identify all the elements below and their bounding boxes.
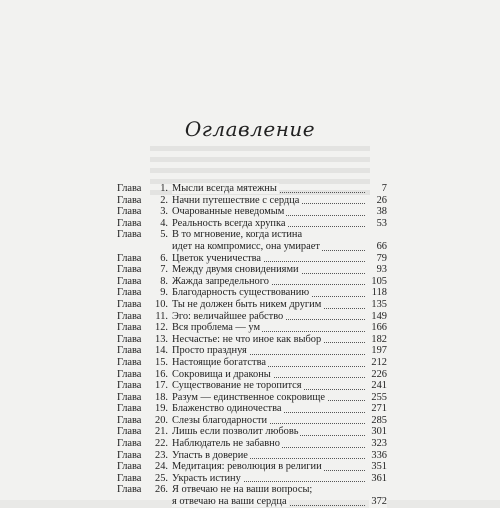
chapter-label: Глава bbox=[117, 449, 142, 461]
chapter-label: Глава bbox=[117, 403, 142, 415]
toc-entry bbox=[117, 264, 387, 276]
chapter-label: Глава bbox=[117, 345, 142, 357]
chapter-title: Очарованные неведомым bbox=[172, 206, 285, 218]
chapter-title-continued: идет на компромисс, она умирает bbox=[172, 240, 320, 252]
toc-entry bbox=[117, 392, 387, 404]
toc-entry bbox=[117, 357, 387, 369]
page-title: Оглавление bbox=[184, 117, 316, 141]
page-number: 372 bbox=[371, 496, 387, 508]
chapter-label: Глава bbox=[117, 322, 142, 334]
chapter-number: 24. bbox=[155, 461, 168, 473]
chapter-number: 1. bbox=[160, 183, 168, 194]
chapter-title: Существование не торопится bbox=[172, 380, 302, 392]
toc-entry bbox=[117, 484, 387, 507]
page-number: 135 bbox=[371, 298, 387, 310]
chapter-label: Глава bbox=[117, 252, 142, 264]
chapter-title: Наблюдатель не забавно bbox=[172, 438, 280, 450]
chapter-title: Благодарность существованию bbox=[172, 287, 310, 299]
chapter-number: 2. bbox=[160, 194, 168, 206]
toc-entry bbox=[117, 206, 387, 218]
page-number: 241 bbox=[371, 380, 387, 392]
toc-entry bbox=[117, 287, 387, 299]
table-of-contents bbox=[117, 183, 387, 508]
chapter-label: Глава bbox=[117, 472, 142, 484]
chapter-number: 14. bbox=[155, 345, 168, 357]
chapter-title: Блаженство одиночества bbox=[172, 403, 282, 415]
chapter-number: 20. bbox=[155, 414, 168, 426]
chapter-title: В то мгновение, когда истина bbox=[172, 229, 303, 241]
chapter-label: Глава bbox=[117, 333, 142, 345]
chapter-number: 21. bbox=[155, 426, 168, 438]
toc-entry bbox=[117, 403, 387, 415]
page-number: 7 bbox=[381, 183, 387, 194]
page-number: 149 bbox=[371, 310, 387, 322]
chapter-title: Жажда запредельного bbox=[172, 275, 269, 287]
chapter-title-continued: я отвечаю на ваши сердца bbox=[172, 496, 287, 508]
chapter-title: Мысли всегда мятежны bbox=[172, 183, 277, 194]
chapter-number: 7. bbox=[160, 264, 168, 276]
chapter-label: Глава bbox=[117, 368, 142, 380]
toc-entry bbox=[117, 253, 387, 265]
toc-entry bbox=[117, 322, 387, 334]
chapter-number: 4. bbox=[160, 217, 168, 229]
page-number: 255 bbox=[371, 391, 387, 403]
page-number: 182 bbox=[371, 333, 387, 345]
chapter-title: Украсть истину bbox=[172, 472, 241, 484]
chapter-number: 3. bbox=[160, 206, 168, 218]
chapter-number: 9. bbox=[160, 287, 168, 299]
chapter-label: Глава bbox=[117, 194, 142, 206]
chapter-number: 22. bbox=[155, 438, 168, 450]
chapter-label: Глава bbox=[117, 414, 142, 426]
chapter-label: Глава bbox=[117, 380, 142, 392]
toc-entry bbox=[117, 369, 387, 381]
chapter-label: Глава bbox=[117, 206, 142, 218]
chapter-title: Ты не должен быть никем другим bbox=[172, 298, 322, 310]
toc-entry bbox=[117, 380, 387, 392]
toc-entry bbox=[117, 334, 387, 346]
chapter-title: Настоящие богатства bbox=[172, 356, 266, 368]
chapter-title: Начни путешествие с сердца bbox=[172, 194, 300, 206]
page-number: 166 bbox=[371, 322, 387, 334]
page-number: 351 bbox=[371, 461, 387, 473]
chapter-number: 10. bbox=[155, 298, 168, 310]
chapter-label: Глава bbox=[117, 287, 142, 299]
chapter-number: 12. bbox=[155, 322, 168, 334]
chapter-label: Глава bbox=[117, 310, 142, 322]
page-number: 53 bbox=[376, 217, 387, 229]
page-number: 93 bbox=[376, 264, 387, 276]
page-number: 361 bbox=[371, 472, 387, 484]
chapter-title: Сокровища и драконы bbox=[172, 368, 271, 380]
chapter-label: Глава bbox=[117, 356, 142, 368]
chapter-label: Глава bbox=[117, 426, 142, 438]
page-number: 26 bbox=[376, 194, 387, 206]
chapter-label: Глава bbox=[117, 264, 142, 276]
chapter-label: Глава bbox=[117, 484, 142, 496]
chapter-number: 11. bbox=[155, 310, 168, 322]
page-number: 336 bbox=[371, 449, 387, 461]
chapter-title: Я отвечаю не на ваши вопросы; bbox=[172, 484, 313, 496]
page-number: 66 bbox=[376, 240, 387, 252]
chapter-title: Слезы благодарности bbox=[172, 414, 268, 426]
toc-entry bbox=[117, 450, 387, 462]
toc-entry bbox=[117, 473, 387, 485]
chapter-number: 17. bbox=[155, 380, 168, 392]
chapter-label: Глава bbox=[117, 183, 142, 194]
page-number: 105 bbox=[371, 275, 387, 287]
chapter-title: Лишь если позволит любовь bbox=[172, 426, 299, 438]
chapter-title: Просто празднуя bbox=[172, 345, 247, 357]
page-number: 301 bbox=[371, 426, 387, 438]
chapter-number: 26. bbox=[155, 484, 168, 496]
chapter-title: Разум — единственное сокровище bbox=[172, 391, 325, 403]
toc-entry bbox=[117, 426, 387, 438]
chapter-label: Глава bbox=[117, 391, 142, 403]
toc-entry bbox=[117, 415, 387, 427]
chapter-title: Реальность всегда хрупка bbox=[172, 217, 286, 229]
chapter-label: Глава bbox=[117, 229, 142, 241]
toc-entry bbox=[117, 195, 387, 207]
toc-entry bbox=[117, 229, 387, 252]
chapter-title: Цветок ученичества bbox=[172, 252, 261, 264]
chapter-number: 8. bbox=[160, 275, 168, 287]
toc-entry bbox=[117, 218, 387, 230]
chapter-number: 19. bbox=[155, 403, 168, 415]
chapter-number: 16. bbox=[155, 368, 168, 380]
page-number: 38 bbox=[376, 206, 387, 218]
chapter-label: Глава bbox=[117, 438, 142, 450]
chapter-number: 23. bbox=[155, 449, 168, 461]
toc-entry bbox=[117, 183, 387, 195]
page-number: 197 bbox=[371, 345, 387, 357]
toc-entry bbox=[117, 345, 387, 357]
toc-entry bbox=[117, 299, 387, 311]
chapter-title: Эго: величайшее рабство bbox=[172, 310, 284, 322]
chapter-label: Глава bbox=[117, 217, 142, 229]
chapter-number: 13. bbox=[155, 333, 168, 345]
toc-entry bbox=[117, 276, 387, 288]
chapter-title: Упасть в доверие bbox=[172, 449, 248, 461]
page-number: 79 bbox=[376, 252, 387, 264]
page-number: 323 bbox=[371, 438, 387, 450]
chapter-title: Несчастье: не что иное как выбор bbox=[172, 333, 322, 345]
chapter-number: 15. bbox=[155, 356, 168, 368]
chapter-title: Медитация: революция в религии bbox=[172, 461, 322, 473]
chapter-number: 5. bbox=[160, 229, 168, 241]
toc-entry bbox=[117, 311, 387, 323]
chapter-number: 18. bbox=[155, 391, 168, 403]
page-number: 226 bbox=[371, 368, 387, 380]
chapter-title: Вся проблема — ум bbox=[172, 322, 261, 334]
toc-entry bbox=[117, 461, 387, 473]
chapter-label: Глава bbox=[117, 298, 142, 310]
page-number: 285 bbox=[371, 414, 387, 426]
chapter-number: 25. bbox=[155, 472, 168, 484]
page-number: 271 bbox=[371, 403, 387, 415]
toc-entry bbox=[117, 438, 387, 450]
chapter-title: Между двумя сновидениями bbox=[172, 264, 299, 276]
page-number: 118 bbox=[371, 287, 387, 299]
page-number: 212 bbox=[371, 356, 387, 368]
chapter-number: 6. bbox=[160, 252, 168, 264]
chapter-label: Глава bbox=[117, 275, 142, 287]
chapter-label: Глава bbox=[117, 461, 142, 473]
